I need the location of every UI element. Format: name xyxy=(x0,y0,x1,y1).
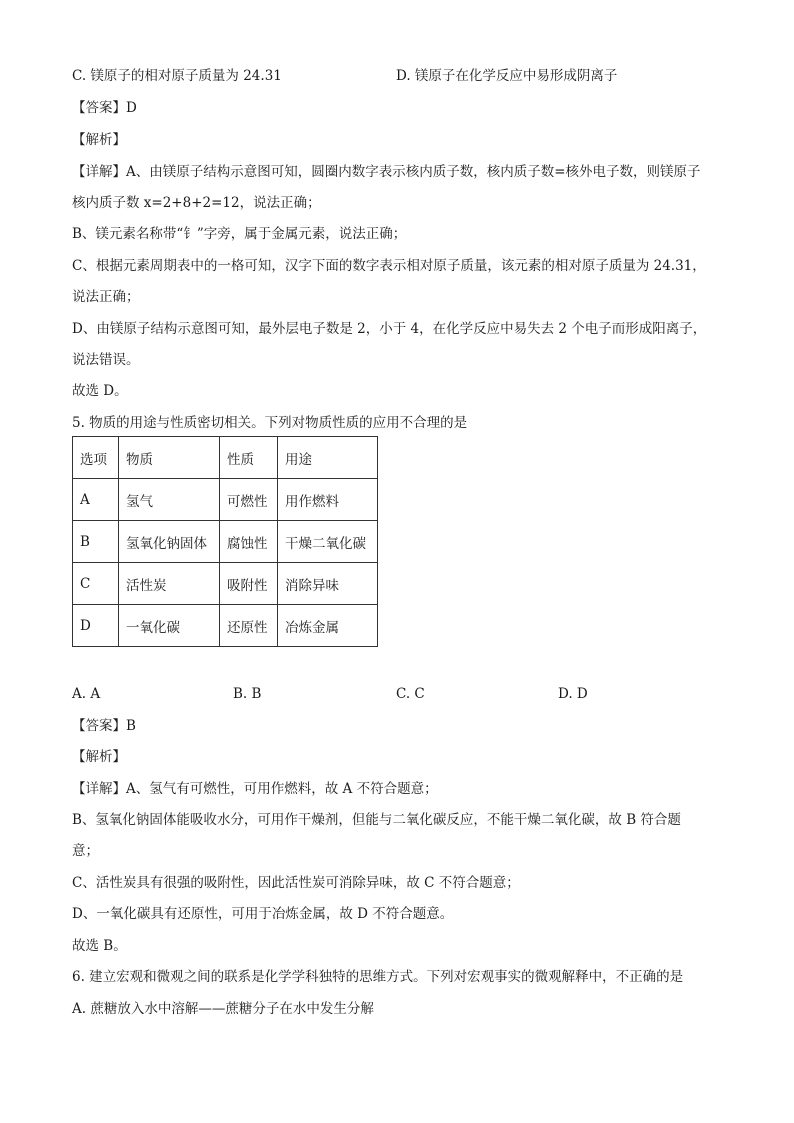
q5-detail-line xyxy=(72,779,438,799)
explanation-text: A、由镁原子结构示意图可知，圆圈内数字表示核内质子数，核内质子数=核外电子数，则镁原子 xyxy=(126,164,701,180)
table-cell: 干燥二氧化碳 xyxy=(278,521,378,563)
table-header-cell: 性质 xyxy=(220,437,278,479)
conclusion-line: 故选 D。 xyxy=(72,383,128,399)
detail-tag: 【详解】 xyxy=(72,781,126,797)
table-header-cell: 用途 xyxy=(278,437,378,479)
q5-option-b: B. B xyxy=(233,686,262,702)
conclusion-line: 故选 B。 xyxy=(72,938,127,954)
explanation-text: A、氢气有可燃性，可用作燃料，故 A 不符合题意； xyxy=(126,781,438,797)
table-row xyxy=(73,521,378,563)
q4-option-c: C. 镁原子的相对原子质量为 24.31 xyxy=(72,68,282,84)
explanation-line: 说法错误。 xyxy=(72,352,140,368)
table-cell: 氢氧化钠固体 xyxy=(119,521,220,563)
answer-tag: 【答案】 xyxy=(72,100,126,116)
table-header-row xyxy=(73,437,378,479)
detail-tag: 【详解】 xyxy=(72,164,126,180)
table-cell: 冶炼金属 xyxy=(278,605,378,647)
table-header-cell: 物质 xyxy=(119,437,220,479)
table-cell: 氢气 xyxy=(119,479,220,521)
explanation-line: D、一氧化碳具有还原性，可用于冶炼金属，故 D 不符合题意。 xyxy=(72,906,454,922)
table-header-cell: 选项 xyxy=(73,437,119,479)
explanation-line: 说法正确； xyxy=(72,289,140,305)
explanation-line: 意； xyxy=(72,843,99,859)
q4-option-d: D. 镁原子在化学反应中易形成阴离子 xyxy=(396,68,618,84)
explanation-line: C、根据元素周期表中的一格可知，汉字下面的数字表示相对原子质量，该元素的相对原子质量为 24.31， xyxy=(72,258,706,274)
table-cell: B xyxy=(73,521,119,563)
q6-option-a: A. 蔗糖放入水中溶解——蔗糖分子在水中发生分解 xyxy=(72,1001,374,1017)
q5-option-a: A. A xyxy=(72,686,101,702)
q4-detail-line xyxy=(72,162,701,182)
table-cell: 还原性 xyxy=(220,605,278,647)
table-cell: D xyxy=(73,605,119,647)
table-cell: 用作燃料 xyxy=(278,479,378,521)
table-cell: 消除异味 xyxy=(278,563,378,605)
table-cell: 可燃性 xyxy=(220,479,278,521)
q5-stem: 5. 物质的用途与性质密切相关。下列对物质性质的应用不合理的是 xyxy=(72,415,468,431)
table-cell: 腐蚀性 xyxy=(220,521,278,563)
table-cell: 吸附性 xyxy=(220,563,278,605)
table-cell: A xyxy=(73,479,119,521)
q4-analysis-tag: 【解析】 xyxy=(72,132,126,148)
q5-answer xyxy=(72,716,136,736)
table-row xyxy=(73,479,378,521)
answer-value: D xyxy=(126,100,137,116)
explanation-line: D、由镁原子结构示意图可知，最外层电子数是 2，小于 4，在化学反应中易失去 2 个电子而形成阳离子， xyxy=(72,321,707,337)
q6-stem: 6. 建立宏观和微观之间的联系是化学学科独特的思维方式。下列对宏观事实的微观解释中，不正确的是 xyxy=(72,969,684,985)
q5-analysis-tag: 【解析】 xyxy=(72,749,126,765)
q4-answer xyxy=(72,98,137,118)
table-cell: 活性炭 xyxy=(119,563,220,605)
explanation-line: B、氢氧化钠固体能吸收水分，可用作干燥剂，但能与二氧化碳反应，不能干燥二氧化碳，故 B 符合题 xyxy=(72,812,681,828)
table-cell: C xyxy=(73,563,119,605)
q5-option-d: D. D xyxy=(558,686,588,702)
q5-option-c: C. C xyxy=(396,686,425,702)
explanation-line: B、镁元素名称带“钅”字旁，属于金属元素，说法正确； xyxy=(72,226,407,242)
table-cell: 一氧化碳 xyxy=(119,605,220,647)
explanation-line: C、活性炭具有很强的吸附性，因此活性炭可消除异味，故 C 不符合题意； xyxy=(72,875,520,891)
answer-value: B xyxy=(126,718,136,734)
answer-tag: 【答案】 xyxy=(72,718,126,734)
table-row xyxy=(73,605,378,647)
table-row xyxy=(73,563,378,605)
explanation-line: 核内质子数 x=2+8+2=12，说法正确； xyxy=(72,195,321,211)
properties-table xyxy=(72,436,378,647)
